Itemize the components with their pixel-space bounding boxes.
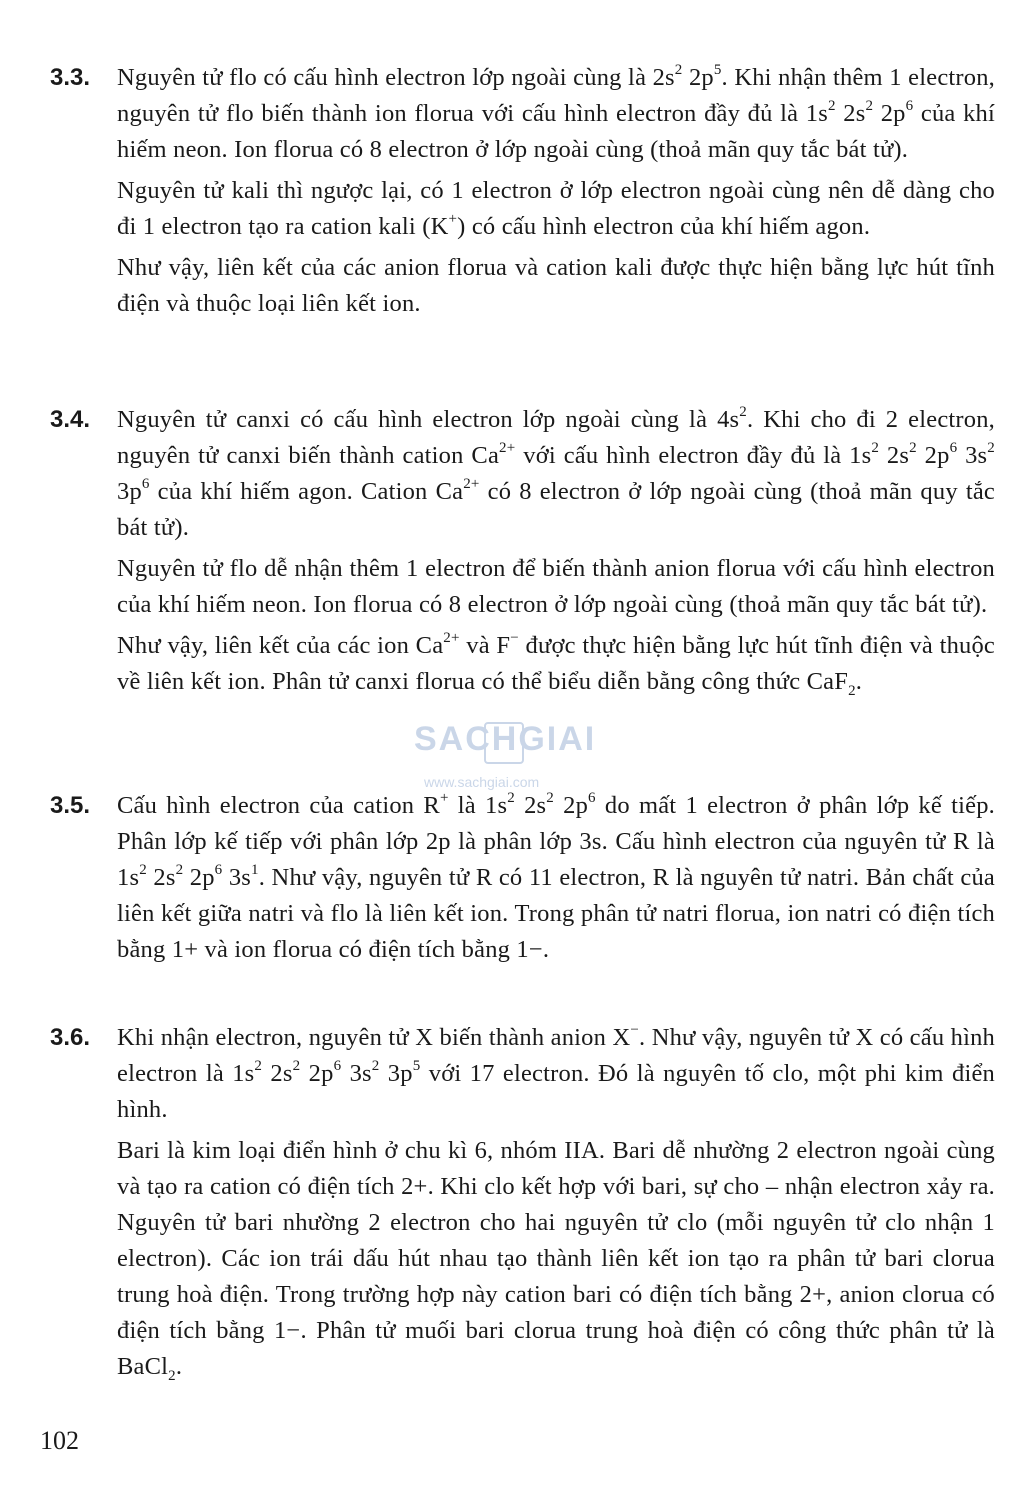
answer-3-5 xyxy=(50,788,1000,973)
paragraph: Nguyên tử flo có cấu hình electron lớp ngoài cùng là $2s^2$ $2p^5$. Khi nhận thêm 1 electron, nguyên tử flo biến thành ion florua với cấu hình electron đầy đủ là $1s^2$ $2s^2$ $2p^6$ của khí hiếm neon. Ion florua có 8 electron ở lớp ngoài cùng (thoả mãn quy tắc bát tử). xyxy=(117,61,995,163)
answer-3-6 xyxy=(50,1020,1000,1390)
paragraph: Như vậy, liên kết của các ion $Ca^{2+}$ và F− được thực hiện bằng lực hút tĩnh điện và thuộc về liên kết ion. Phân tử canxi florua có thể biểu diễn bằng công thức CaF$_2$. xyxy=(117,629,995,699)
item-number: 3.3. xyxy=(50,64,91,91)
paragraph: Cấu hình electron của cation R+ là $1s^2$ $2s^2$ $2p^6$ do mất 1 electron ở phân lớp kế tiếp. Phân lớp kế tiếp với phân lớp 2p là phân lớp 3s. Cấu hình electron của nguyên tử R là $1s^2$ $2s^2$ $2p^6$ $3s^1$. Như vậy, nguyên tử R có 11 electron, R là nguyên tử natri. Bản chất của liên kết giữa natri và flo là liên kết ion. Trong phân tử natri florua, ion natri có điện tích bằng 1+ và ion florua có điện tích bằng 1−. xyxy=(117,789,995,963)
page-number: 102 xyxy=(40,1426,79,1455)
paragraph: Nguyên tử canxi có cấu hình electron lớp ngoài cùng là $4s^2$. Khi cho đi 2 electron, nguyên tử canxi biến thành cation $Ca^{2+}$ với cấu hình electron đầy đủ là $1s^2$ $2s^2$ $2p^6$ $3s^2$ $3p^6$ của khí hiếm agon. Cation $Ca^{2+}$ có 8 electron ở lớp ngoài cùng (thoả mãn quy tắc bát tử). xyxy=(117,403,995,541)
item-body xyxy=(117,60,995,322)
watermark-brand: SACHGIAI xyxy=(414,720,597,758)
paragraph: Nguyên tử kali thì ngược lại, có 1 electron ở lớp electron ngoài cùng nên dễ dàng cho đi 1 electron tạo ra cation kali (K+) có cấu hình electron của khí hiếm agon. xyxy=(117,177,995,240)
paragraph: Như vậy, liên kết của các anion florua và cation kali được thực hiện bằng lực hút tĩnh điện và thuộc loại liên kết ion. xyxy=(117,254,995,317)
watermark-url: www.sachgiai.com xyxy=(424,774,540,790)
watermark-logo-icon xyxy=(484,722,524,764)
item-number: 3.4. xyxy=(50,406,91,433)
item-body xyxy=(117,402,995,700)
item-body xyxy=(117,1020,995,1385)
item-number: 3.5. xyxy=(50,792,91,819)
item-number: 3.6. xyxy=(50,1024,91,1051)
paragraph: Bari là kim loại điển hình ở chu kì 6, nhóm IIA. Bari dễ nhường 2 electron ngoài cùng và tạo ra cation có điện tích 2+. Khi clo kết hợp với bari, sự cho – nhận electron xảy ra. Nguyên tử bari nhường 2 electron cho hai nguyên tử clo (mỗi nguyên tử clo nhận 1 electron). Các ion trái dấu hút nhau tạo thành liên kết ion tạo ra phân tử bari clorua trung hoà điện. Trong trường hợp này cation bari có điện tích bằng 2+, anion clorua có điện tích bằng 1−. Phân tử muối bari clorua trung hoà điện có công thức phân tử là BaCl$_2$. xyxy=(117,1137,995,1384)
paragraph: Nguyên tử flo dễ nhận thêm 1 electron để biến thành anion florua với cấu hình electron của khí hiếm neon. Ion florua có 8 electron ở lớp ngoài cùng (thoả mãn quy tắc bát tử). xyxy=(117,555,995,618)
answer-3-4 xyxy=(50,402,1000,705)
answer-3-3 xyxy=(50,60,1000,327)
item-body xyxy=(117,788,995,968)
paragraph: Khi nhận electron, nguyên tử X biến thành anion X−. Như vậy, nguyên tử X có cấu hình electron là $1s^2$ $2s^2$ $2p^6$ $3s^2$ $3p^5$ với 17 electron. Đó là nguyên tố clo, một phi kim điển hình. xyxy=(117,1021,995,1123)
